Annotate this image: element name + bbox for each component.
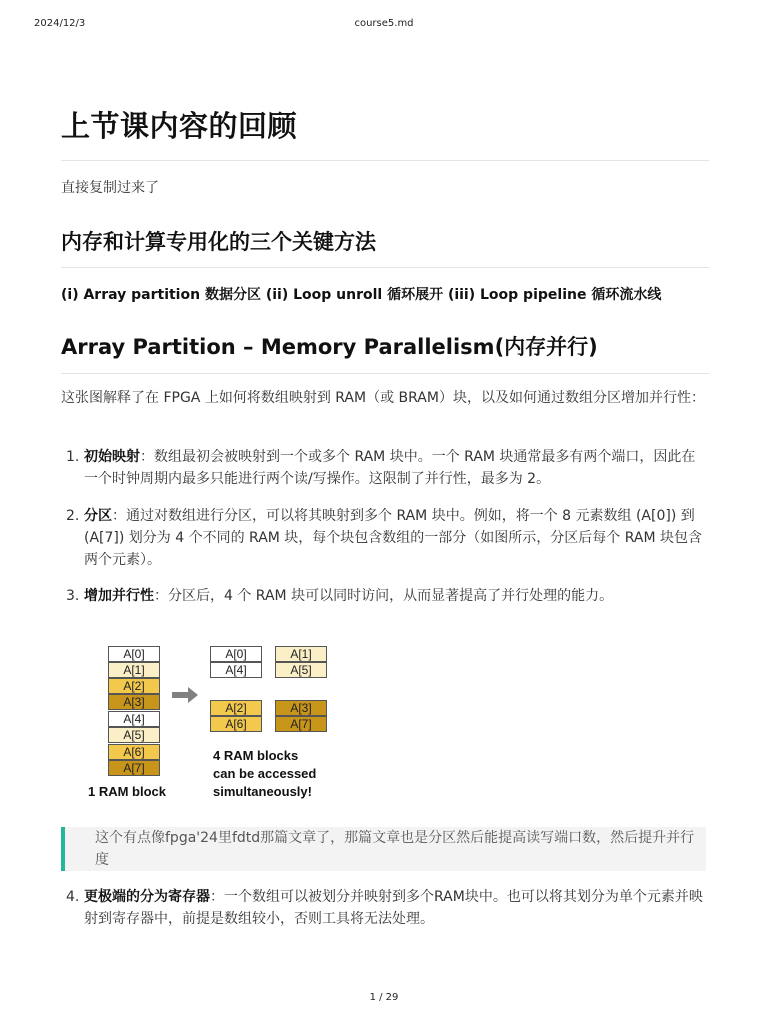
array-cell: A[4] xyxy=(210,662,262,678)
divider xyxy=(61,373,709,374)
array-cell: A[0] xyxy=(108,646,160,662)
print-header xyxy=(0,18,768,32)
print-date: 2024/12/3 xyxy=(34,18,86,29)
page-title: 上节课内容的回顾 xyxy=(61,109,298,143)
intro-text: 直接复制过来了 xyxy=(61,180,159,196)
page-number: 1 / 29 xyxy=(369,992,399,1003)
label-four-ram-blocks: 4 RAM blocks can be accessed simultaneously! xyxy=(213,748,317,799)
divider xyxy=(61,160,709,161)
array-cell: A[4] xyxy=(108,711,160,727)
subheading-methods: (i) Array partition 数据分区 (ii) Loop unroll 循环展开 (iii) Loop pipeline 循环流水线 xyxy=(61,287,662,303)
array-cell: A[1] xyxy=(108,662,160,678)
array-cell: A[5] xyxy=(108,727,160,743)
print-filename: course5.md xyxy=(354,18,414,29)
array-cell: A[6] xyxy=(108,744,160,760)
list-item-text: ：分区后，4 个 RAM 块可以同时访问，从而显著提高了并行处理的能力。 xyxy=(154,588,614,604)
blockquote-text: 这个有点像fpga'24里fdtd那篇文章了，那篇文章也是分区然后能提高读写端口数，然后提升并行度 xyxy=(95,830,695,868)
array-cell: A[2] xyxy=(108,678,160,694)
list-item-text: ：一个数组可以被划分并映射到多个RAM块中。也可以将其划分为单个元素并映射到寄存器中，前提是数组较小，否则工具将无法处理。 xyxy=(84,889,703,927)
section-heading-methods: 内存和计算专用化的三个关键方法 xyxy=(61,230,376,254)
explanation-paragraph: 这张图解释了在 FPGA 上如何将数组映射到 RAM（或 BRAM）块，以及如何通过数组分区增加并行性： xyxy=(61,390,705,406)
blockquote xyxy=(61,827,706,871)
array-cell: A[3] xyxy=(275,700,327,716)
divider xyxy=(61,267,709,268)
list-item-term: 更极端的分为寄存器 xyxy=(84,889,210,905)
list-item-term: 分区 xyxy=(84,508,112,524)
list-item-term: 增加并行性 xyxy=(84,588,154,604)
array-cell: A[7] xyxy=(275,716,327,732)
list-item-text: ：数组最初会被映射到一个或多个 RAM 块中。一个 RAM 块通常最多有两个端口，因此在一个时钟周期内最多只能进行两个读/写操作。这限制了并行性，最多为 2。 xyxy=(84,449,696,487)
label-one-ram-block: 1 RAM block xyxy=(88,784,167,799)
list-item-text: ：通过对数组进行分区，可以将其映射到多个 RAM 块中。例如，将一个 8 元素数组 (A[0]) 到 (A[7]) 划分为 4 个不同的 RAM 块，每个块包含数组的一部分（如图所示，分区后每个 RAM 块包含两个元素）。 xyxy=(84,508,703,568)
array-cell: A[0] xyxy=(210,646,262,662)
array-partition-figure xyxy=(80,640,350,810)
array-cell: A[3] xyxy=(108,694,160,710)
array-cell: A[7] xyxy=(108,760,160,776)
section-heading-array-partition: Array Partition – Memory Parallelism(内存并行) xyxy=(61,335,598,359)
array-cell: A[5] xyxy=(275,662,327,678)
list-item-term: 初始映射 xyxy=(84,449,140,465)
right-arrow-icon xyxy=(172,685,200,705)
array-cell: A[2] xyxy=(210,700,262,716)
array-cell: A[6] xyxy=(210,716,262,732)
array-cell: A[1] xyxy=(275,646,327,662)
